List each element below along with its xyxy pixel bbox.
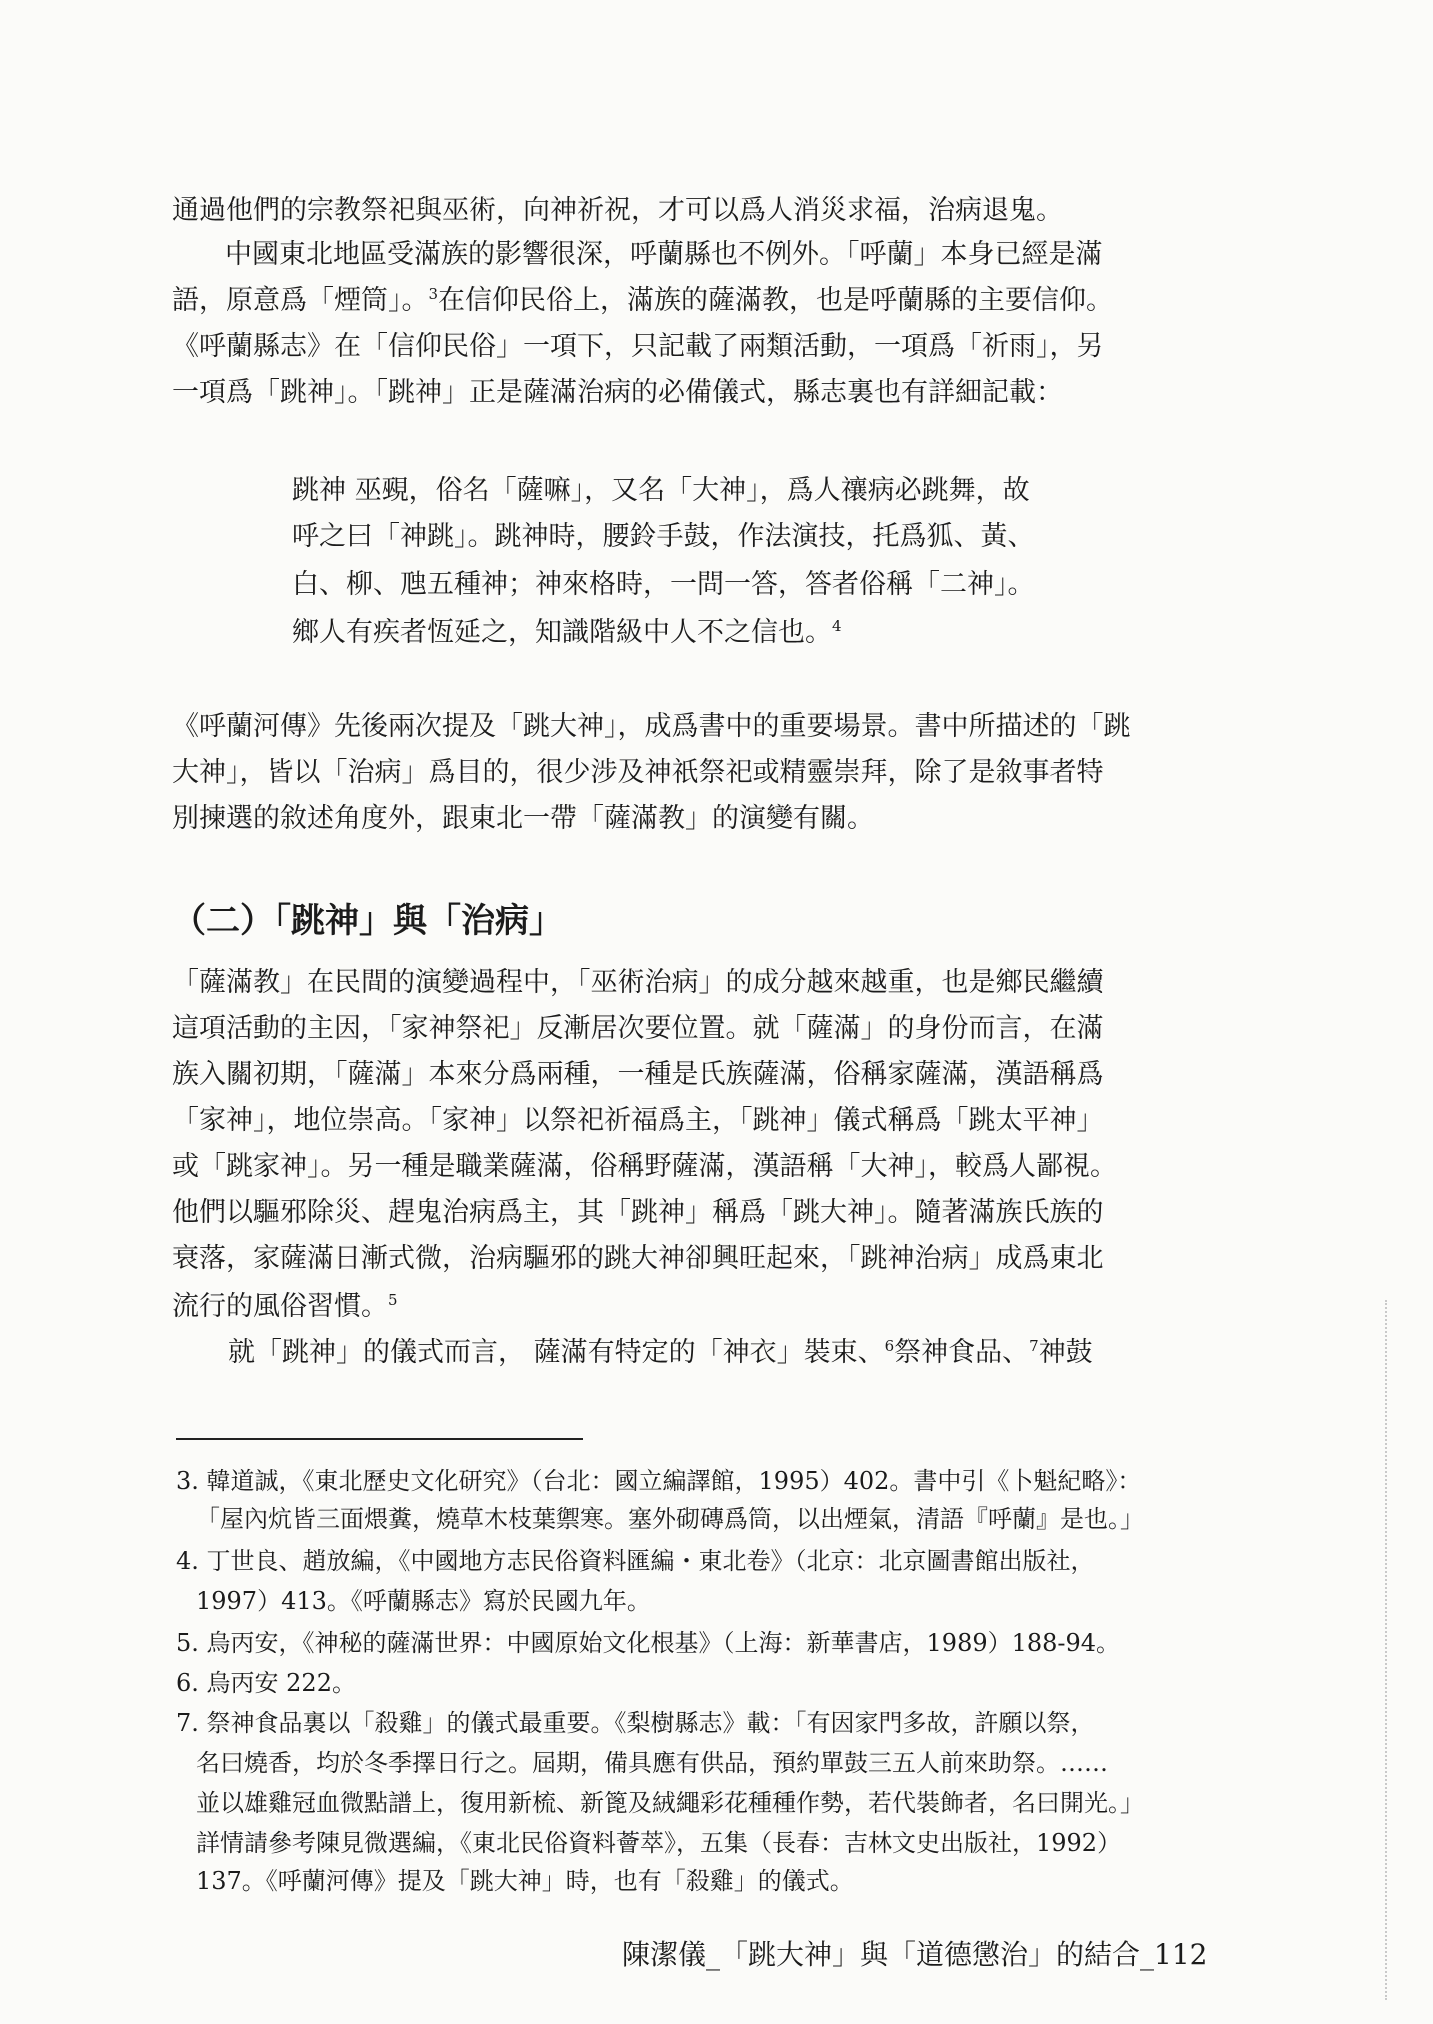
footnote-3-line-2: 「屋內炕皆三面煨糞，燒草木枝葉禦寒。塞外砌磚爲筒，以出煙氣，清語『呼蘭』是也。」 xyxy=(196,1505,1144,1533)
footnote-7-line-3: 並以雄雞冠血微點譜上，復用新梳、新篦及絨繩彩花種種作勢，若代裝飾者，名曰開光。」 xyxy=(196,1789,1144,1817)
footnote-4-line-1: 4. 丁世良、趙放編，《中國地方志民俗資料匯編・東北卷》（北京：北京圖書館出版社， xyxy=(176,1547,1095,1575)
body-text: 祭神食品、 xyxy=(894,1337,1030,1368)
footnote-divider xyxy=(176,1438,583,1440)
footnote-4-line-2: 1997）413。《呼蘭縣志》寫於民國九年。 xyxy=(196,1587,651,1615)
footnote-7-line-1: 7. 祭神食品裏以「殺雞」的儀式最重要。《梨樹縣志》載：「有因家門多故，許願以祭， xyxy=(176,1709,1095,1737)
body-line-5: 一項爲「跳神」。「跳神」正是薩滿治病的必備儀式，縣志裏也有詳細記載： xyxy=(172,377,1063,408)
body-line-2: 中國東北地區受滿族的影響很深，呼蘭縣也不例外。「呼蘭」本身已經是滿 xyxy=(225,239,1103,270)
quote-line-2: 呼之曰「神跳」。跳神時，腰鈴手鼓，作法演技，托爲狐、黃、 xyxy=(292,521,1035,552)
body-line-7: 大神」，皆以「治病」爲目的，很少涉及神祇祭祀或精靈崇拜，除了是敘事者特 xyxy=(172,757,1104,788)
footnote-3-line-1: 3. 韓道誠，《東北歷史文化研究》（台北：國立編譯館，1995）402。書中引《卜魁紀略》： xyxy=(176,1467,1142,1495)
footnote-ref-5[interactable]: 5 xyxy=(388,1291,398,1309)
section-heading: （二）「跳神」與「治病」 xyxy=(172,901,563,941)
body-text: 語，原意爲「煙筒」。 xyxy=(172,285,429,316)
body-line-4: 《呼蘭縣志》在「信仰民俗」一項下，只記載了兩類活動，一項爲「祈雨」，另 xyxy=(172,331,1104,362)
quote-line-3: 白、柳、虺五種神；神來格時，一問一答，答者俗稱「二神」。 xyxy=(292,569,1035,600)
section-line-6: 他們以驅邪除災、趕鬼治病爲主，其「跳神」稱爲「跳大神」。隨著滿族氏族的 xyxy=(172,1197,1104,1228)
footnote-5: 5. 烏丙安，《神秘的薩滿世界：中國原始文化根基》（上海：新華書店，1989）188-94。 xyxy=(176,1629,1121,1657)
body-line-6: 《呼蘭河傳》先後兩次提及「跳大神」，成爲書中的重要場景。書中所描述的「跳 xyxy=(172,711,1131,742)
section-line-3: 族入關初期，「薩滿」本來分爲兩種，一種是氏族薩滿，俗稱家薩滿，漢語稱爲 xyxy=(172,1059,1104,1090)
scan-edge-line xyxy=(1385,1300,1388,2000)
running-footer: 陳潔儀_「跳大神」與「道德懲治」的結合_112 xyxy=(622,1938,1208,1971)
body-line-3 xyxy=(172,284,1113,318)
body-text: 就「跳神」的儀式而言， 薩滿有特定的「神衣」裝束、 xyxy=(228,1337,885,1368)
body-text: 在信仰民俗上，滿族的薩滿教，也是呼蘭縣的主要信仰。 xyxy=(438,285,1114,316)
quote-line-4 xyxy=(292,616,842,650)
quote-line-1: 跳神 巫覡，俗名「薩嘛」，又名「大神」，爲人禳病必跳舞，故 xyxy=(292,475,1030,506)
footnote-ref-6[interactable]: 6 xyxy=(884,1337,895,1355)
footnote-7-line-5: 137。《呼蘭河傳》提及「跳大神」時，也有「殺雞」的儀式。 xyxy=(196,1867,854,1895)
section-line-5: 或「跳家神」。另一種是職業薩滿，俗稱野薩滿，漢語稱「大神」，較爲人鄙視。 xyxy=(172,1151,1117,1182)
body-line-8: 別揀選的敘述角度外，跟東北一帶「薩滿教」的演變有關。 xyxy=(172,803,874,834)
footnote-7-line-4: 詳情請參考陳見微選編，《東北民俗資料薈萃》，五集（長春：吉林文史出版社，1992） xyxy=(196,1829,1122,1857)
body-line-1: 通過他們的宗教祭祀與巫術，向神祈祝，才可以爲人消災求福，治病退鬼。 xyxy=(172,195,1063,226)
quote-text: 鄉人有疾者恆延之，知識階級中人不之信也。 xyxy=(292,617,832,648)
section-line-8 xyxy=(172,1290,398,1324)
section-line-4: 「家神」，地位崇高。「家神」以祭祀祈福爲主，「跳神」儀式稱爲「跳太平神」 xyxy=(172,1105,1104,1136)
footnote-7-line-2: 名曰燒香，均於冬季擇日行之。屆期，備具應有供品，預約單鼓三五人前來助祭。…… xyxy=(196,1749,1108,1777)
section-line-7: 衰落，家薩滿日漸式微，治病驅邪的跳大神卻興旺起來，「跳神治病」成爲東北 xyxy=(172,1243,1104,1274)
section-line-1: 「薩滿教」在民間的演變過程中，「巫術治病」的成分越來越重，也是鄉民繼續 xyxy=(172,967,1104,998)
body-text: 神鼓 xyxy=(1038,1337,1093,1368)
footnote-6: 6. 烏丙安 222。 xyxy=(176,1669,356,1697)
section-line-2: 這項活動的主因，「家神祭祀」反漸居次要位置。就「薩滿」的身份而言，在滿 xyxy=(172,1013,1104,1044)
footnote-ref-4[interactable]: 4 xyxy=(832,617,842,635)
section-line-9 xyxy=(228,1336,1093,1370)
footnote-ref-7[interactable]: 7 xyxy=(1029,1337,1039,1355)
footnote-ref-3[interactable]: 3 xyxy=(428,285,439,303)
body-text: 流行的風俗習慣。 xyxy=(172,1291,388,1322)
